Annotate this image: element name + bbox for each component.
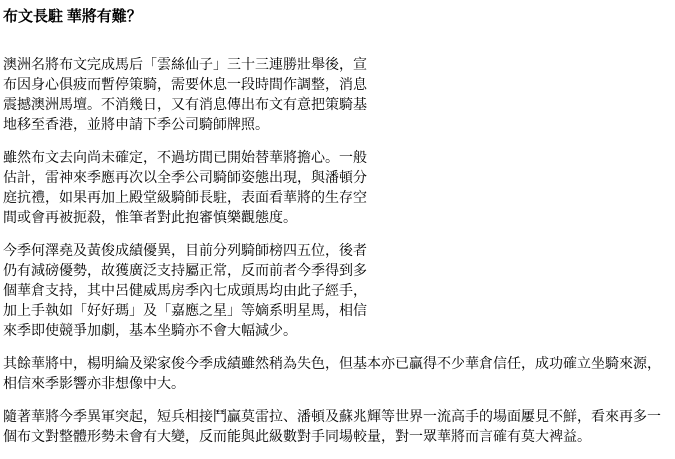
article-paragraph-1: 澳洲名將布文完成馬后「雲絲仙子」三十三連勝壯舉後，宣布因身心俱疲而暫停策騎，需要休息一段時間作調整，消息震撼澳洲馬壇。不消幾日，又有消息傳出布文有意把策騎基地移至香港，並將申請下季公司騎師牌照。 [3,58,367,133]
article-paragraph-3: 今季何澤堯及黃俊成績優異，目前分列騎師榜四五位，後者仍有減磅優勢，故獲廣泛支持屬正常，反而前者今季得到多個華倉支持，其中呂健威馬房季內七成頭馬均由此子經手，加上手執如「好好瑪」及「嘉應之星」等嫡系明星馬，相信來季即使競爭加劇，基本坐騎亦不會大幅減少。 [3,244,367,339]
article-paragraph-5: 隨著華將今季異軍突起，短兵相接鬥贏莫雷拉、潘頓及蘇兆輝等世界一流高手的場面屢見不鮮，看來再多一個布文對整體形勢未會有大變，反而能與此級數對手同場較量，對一眾華將而言確有莫大裨益。 [3,410,661,445]
article-title: 布文長駐 華將有難？ [3,9,142,25]
article-paragraph-4: 其餘華將中，楊明綸及梁家俊今季成績雖然稍為失色，但基本亦已贏得不少華倉信任，成功確立坐騎來源，相信來季影響亦非想像中大。 [3,357,661,392]
article-paragraph-2: 雖然布文去向尚未確定，不過坊間已開始替華將擔心。一般估計，雷神來季應再次以全季公司騎師姿態出現，與潘頓分庭抗禮，如果再加上殿堂級騎師長駐，表面看華將的生存空間或會再被扼殺，惟筆者對此抱審慎樂觀態度。 [3,151,367,226]
